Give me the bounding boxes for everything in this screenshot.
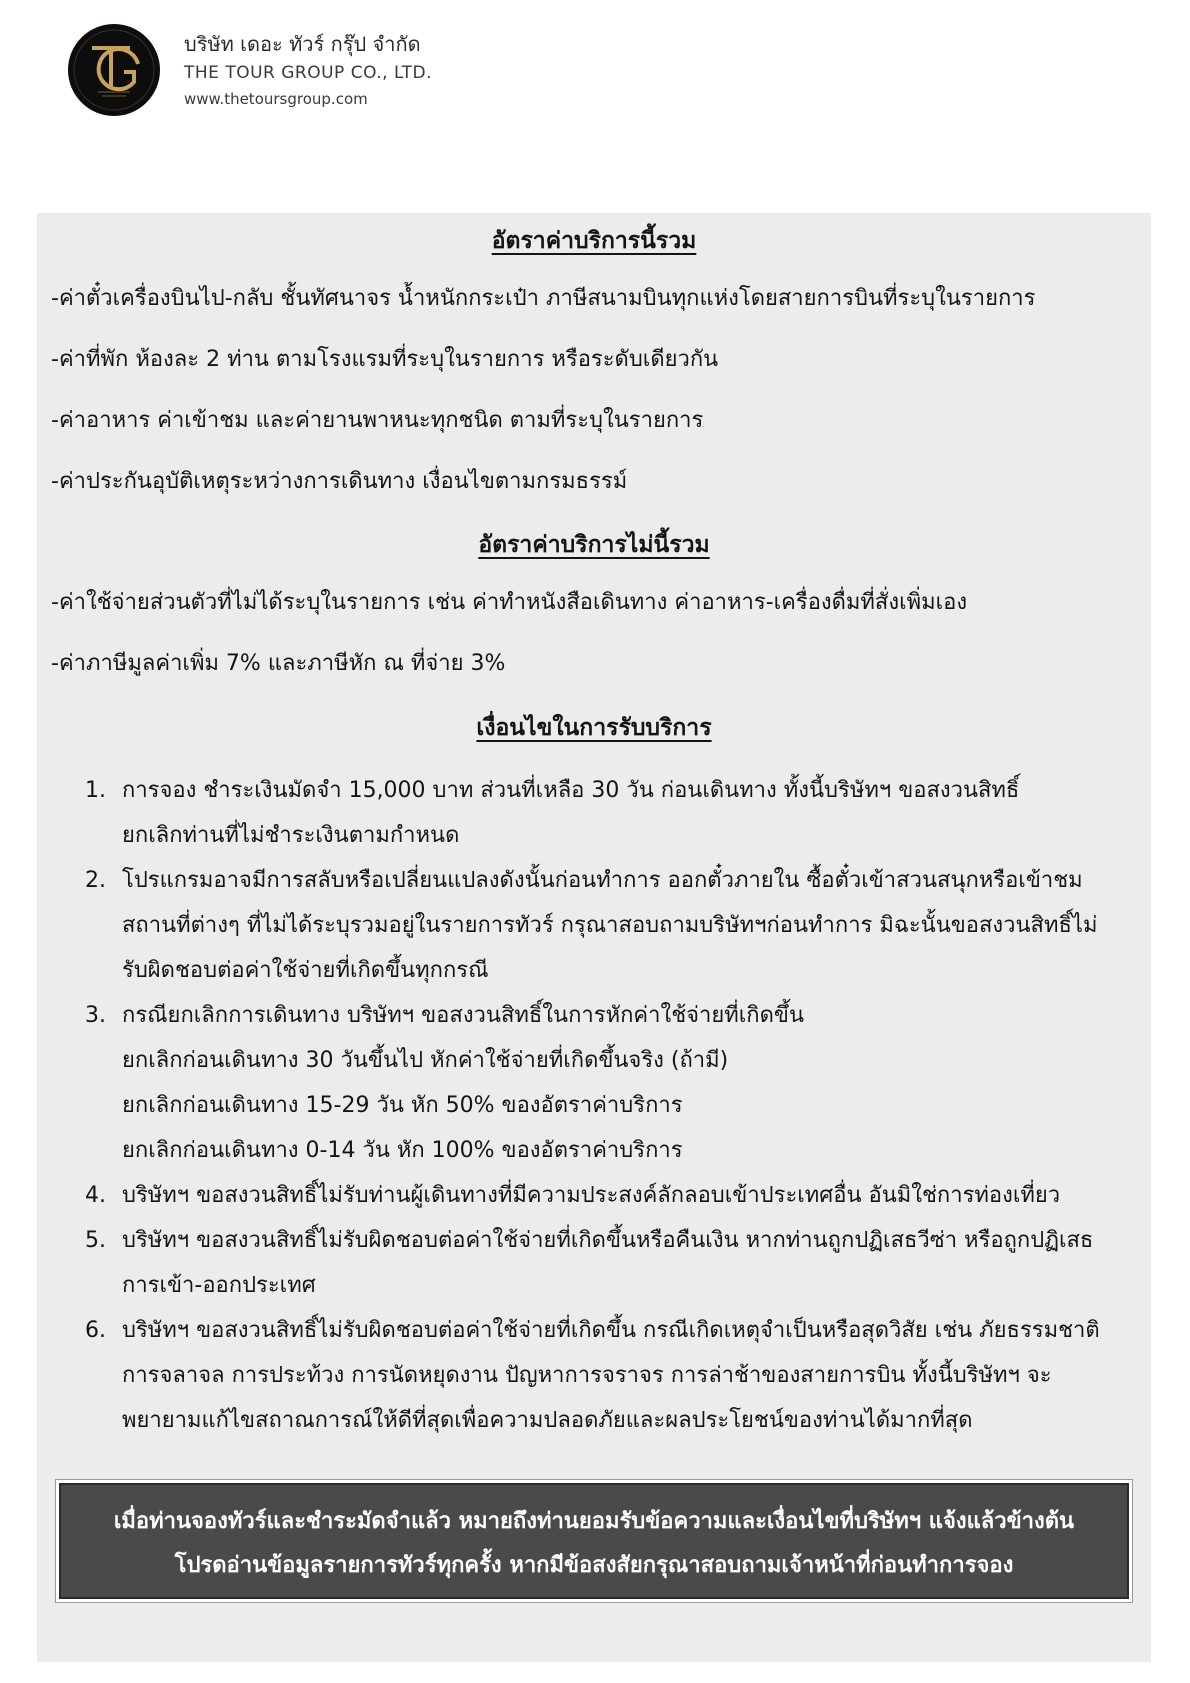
- included-item: -ค่าประกันอุบัติเหตุระหว่างการเดินทาง เงื่อนไขตามกรมธรรม์: [51, 469, 628, 494]
- company-name-english: THE TOUR GROUP CO., LTD.: [184, 63, 432, 83]
- condition-line: กรณียกเลิกการเดินทาง บริษัทฯ ขอสงวนสิทธิ์ในการหักค่าใช้จ่ายที่เกิดขึ้น: [122, 1003, 804, 1028]
- company-name-thai: บริษัท เดอะ ทัวร์ กรุ๊ป จำกัด: [184, 32, 421, 56]
- condition-line: บริษัทฯ ขอสงวนสิทธิ์ไม่รับผิดชอบต่อค่าใช้จ่ายที่เกิดขึ้น กรณีเกิดเหตุจำเป็นหรือสุดวิสัย เช่น ภัยธรรมชาติ: [122, 1318, 1100, 1343]
- excluded-title: อัตราค่าบริการไม่นี้รวม: [478, 532, 710, 558]
- condition-line: บริษัทฯ ขอสงวนสิทธิ์ไม่รับผิดชอบต่อค่าใช้จ่ายที่เกิดขึ้นหรือคืนเงิน หากท่านถูกปฏิเสธวีซ่า หรือถูกปฏิเสธ: [122, 1228, 1094, 1253]
- condition-line: การจอง ชำระเงินมัดจำ 15,000 บาท ส่วนที่เหลือ 30 วัน ก่อนเดินทาง ทั้งนี้บริษัทฯ ขอสงวนสิทธิ์: [122, 778, 1020, 803]
- condition-number: 4.: [85, 1183, 106, 1208]
- conditions-title: เงื่อนไขในการรับบริการ: [476, 715, 712, 741]
- condition-item: [85, 1308, 1145, 1443]
- condition-item: [85, 858, 1145, 993]
- company-website[interactable]: www.thetoursgroup.com: [184, 90, 368, 108]
- condition-item: [85, 993, 1145, 1173]
- tour-terms-panel: [37, 213, 1151, 1662]
- condition-number: 2.: [85, 868, 106, 893]
- condition-number: 3.: [85, 1003, 106, 1028]
- notice-line: โปรดอ่านข้อมูลรายการทัวร์ทุกครั้ง หากมีข้อสงสัยกรุณาสอบถามเจ้าหน้าที่ก่อนทำการจอง: [174, 1553, 1014, 1578]
- condition-line: โปรแกรมอาจมีการสลับหรือเปลี่ยนแปลงดังนั้นก่อนทำการ ออกตั๋วภายใน ซื้อตั๋วเข้าสวนสนุกหรือเข้าชม: [122, 868, 1083, 893]
- notice-line: เมื่อท่านจองทัวร์และชำระมัดจำแล้ว หมายถึงท่านยอมรับข้อความและเงื่อนไขที่บริษัทฯ แจ้งแล้วข้างต้น: [113, 1509, 1075, 1534]
- condition-number: 5.: [85, 1228, 106, 1253]
- condition-item: [85, 1173, 1145, 1218]
- company-info: [184, 29, 432, 111]
- included-item: -ค่าอาหาร ค่าเข้าชม และค่ายานพาหนะทุกชนิด ตามที่ระบุในรายการ: [51, 408, 704, 433]
- condition-line: ยกเลิกก่อนเดินทาง 15-29 วัน หัก 50% ของอัตราค่าบริการ: [122, 1093, 683, 1118]
- company-logo: [68, 24, 160, 116]
- condition-line: ยกเลิกก่อนเดินทาง 0-14 วัน หัก 100% ของอัตราค่าบริการ: [122, 1138, 683, 1163]
- condition-line: พยายามแก้ไขสถาณการณ์ให้ดีที่สุดเพื่อความปลอดภัยและผลประโยชน์ของท่านได้มากที่สุด: [122, 1408, 973, 1433]
- condition-line: สถานที่ต่างๆ ที่ไม่ได้ระบุรวมอยู่ในรายการทัวร์ กรุณาสอบถามบริษัทฯก่อนทำการ มิฉะนั้นขอสงวนสิทธิ์ไม่: [122, 913, 1098, 938]
- excluded-item: -ค่าใช้จ่ายส่วนตัวที่ไม่ได้ระบุในรายการ เช่น ค่าทำหนังสือเดินทาง ค่าอาหาร-เครื่องดื่มที่สั่งเพิ่มเอง: [51, 590, 968, 615]
- included-item: -ค่าที่พัก ห้องละ 2 ท่าน ตามโรงแรมที่ระบุในรายการ หรือระดับเดียวกัน: [51, 347, 719, 372]
- condition-line: รับผิดชอบต่อค่าใช้จ่ายที่เกิดขึ้นทุกกรณี: [122, 958, 489, 983]
- condition-number: 6.: [85, 1318, 106, 1343]
- condition-line: ยกเลิกท่านที่ไม่ชำระเงินตามกำหนด: [122, 823, 460, 848]
- condition-number: 1.: [85, 778, 106, 803]
- condition-item: [85, 1218, 1145, 1308]
- page-header: [68, 20, 432, 120]
- condition-line: การเข้า-ออกประเทศ: [122, 1273, 316, 1298]
- conditions-list: [85, 768, 1145, 1443]
- condition-item: [85, 768, 1145, 858]
- excluded-item: -ค่าภาษีมูลค่าเพิ่ม 7% และภาษีหัก ณ ที่จ่าย 3%: [51, 651, 506, 676]
- included-title: อัตราค่าบริการนี้รวม: [491, 228, 697, 254]
- condition-line: การจลาจล การประท้วง การนัดหยุดงาน ปัญหาการจราจร การล่าช้าของสายการบิน ทั้งนี้บริษัทฯ จะ: [122, 1363, 1052, 1388]
- logo-monogram-icon: [68, 24, 160, 116]
- included-item: -ค่าตั๋วเครื่องบินไป-กลับ ชั้นทัศนาจร น้ำหนักกระเป๋า ภาษีสนามบินทุกแห่งโดยสายการบินที่ระบุในรายการ: [51, 286, 1036, 311]
- condition-line: บริษัทฯ ขอสงวนสิทธิ์ไม่รับท่านผู้เดินทางที่มีความประสงค์ลักลอบเข้าประเทศอื่น อันมิใช่การท่องเที่ยว: [122, 1183, 1061, 1208]
- booking-notice-box: [59, 1483, 1129, 1599]
- condition-line: ยกเลิกก่อนเดินทาง 30 วันขึ้นไป หักค่าใช้จ่ายที่เกิดขึ้นจริง (ถ้ามี): [122, 1048, 729, 1073]
